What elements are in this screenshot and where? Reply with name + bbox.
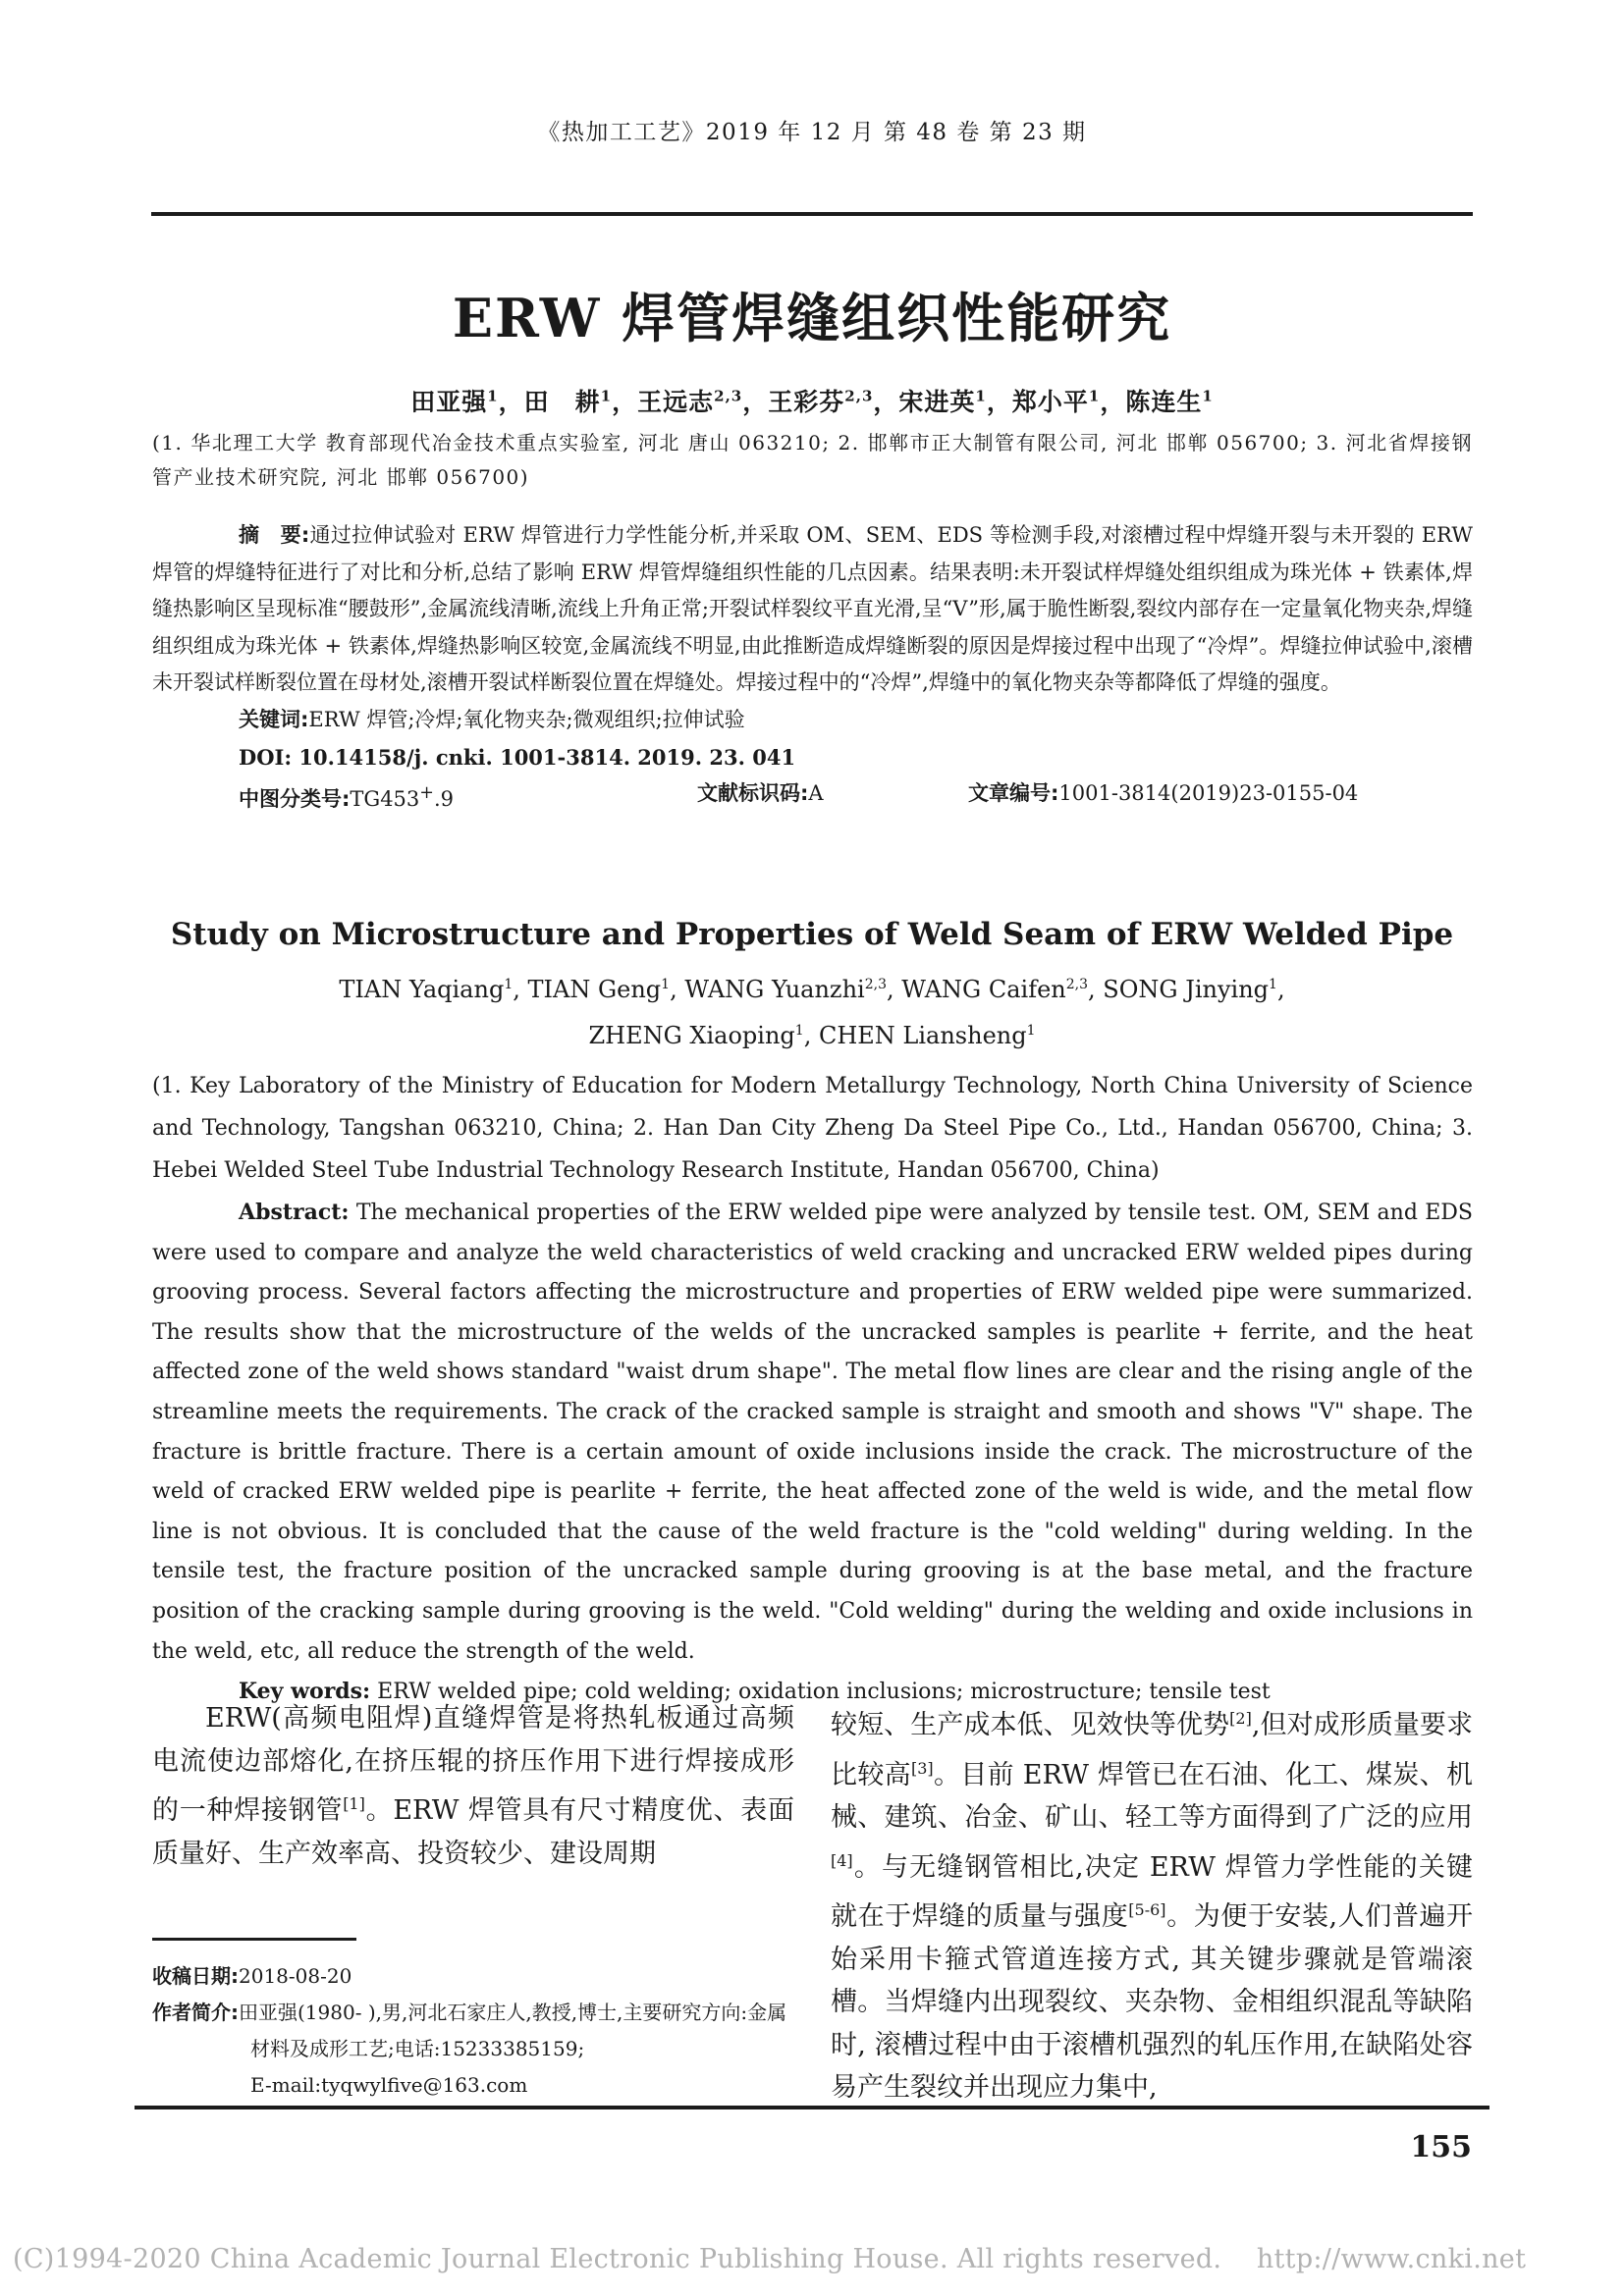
author-separator: , <box>886 976 902 1003</box>
body-text: 。目前 ERW 焊管已在石油、化工、煤炭、机械、建筑、冶金、矿山、轻工等方面得到了广泛的应用 <box>831 1759 1473 1833</box>
received-date-label: 收稿日期: <box>152 1964 239 1988</box>
author-separator: ， <box>498 388 524 416</box>
footnote <box>152 1938 794 2104</box>
clc-sup: + <box>419 783 434 804</box>
author-affil-sup: 1 <box>600 387 613 405</box>
author-cn <box>768 388 898 416</box>
author-affil-sup: 1 <box>1269 977 1277 992</box>
author-name: 田 耕 <box>523 388 601 416</box>
clc-label: 中图分类号: <box>239 787 351 812</box>
author-name: WANG Caifen <box>901 976 1066 1003</box>
author-en <box>528 976 685 1003</box>
authors-en-line1 <box>0 976 1624 1003</box>
body-text: 。为便于安装,人们普遍开始采用卡箍式管道连接方式, 其关键步骤就是管端滚槽。当焊缝内出现裂纹、夹杂物、金相组织混乱等缺陷时, 滚槽过程中由于滚槽机强烈的轧压作用,在缺陷处容易产生裂纹并出现应力集中, <box>831 1901 1473 2103</box>
document-code-value: A <box>808 781 824 806</box>
author-bio-label: 作者简介: <box>152 2001 239 2024</box>
author-cn <box>637 388 768 416</box>
author-affil-sup: 1 <box>487 387 499 405</box>
english-front-matter <box>152 1193 1473 1713</box>
front-matter <box>152 517 1473 813</box>
author-affil-sup: 2,3 <box>844 387 874 405</box>
reference-marker: [1] <box>343 1794 365 1813</box>
body-text: ,但对成形质量要求比较高 <box>831 1710 1473 1790</box>
abstract-en <box>152 1193 1473 1672</box>
author-affil-sup: 2,3 <box>1065 977 1089 992</box>
abstract-cn-text: 通过拉伸试验对 ERW 焊管进行力学性能分析,并采取 OM、SEM、EDS 等检测手段,对滚槽过程中焊缝开裂与未开裂的 ERW 焊管的焊缝特征进行了对比和分析,总结了影响 ERW 焊管焊缝组织性能的几点因素。结果表明:未开裂试样焊缝处组织组成为珠光体 + 铁素体,焊缝热影响区呈现标准“腰鼓形”,金属流线清晰,流线上升角正常;开裂试样裂纹平直光滑,呈“V”形,属于脆性断裂,裂纹内部存在一定量氧化物夹杂,焊缝组织组成为珠光体 + 铁素体,焊缝热影响区较宽,金属流线不明显,由此推断造成焊缝断裂的原因是焊接过程中出现了“冷焊”。焊缝拉伸试验中,滚槽未开裂试样断裂位置在母材处,滚槽开裂试样断裂位置在焊缝处。焊接过程中的“冷焊”,焊缝中的氧化物夹杂等都降低了焊缝的强度。 <box>152 523 1473 695</box>
paper-title-cn: ERW 焊管焊缝组织性能研究 <box>452 287 1172 349</box>
author-separator: ， <box>986 388 1012 416</box>
author-en <box>901 976 1103 1003</box>
author-en <box>684 976 901 1003</box>
keywords-en-label: Key words: <box>239 1679 371 1705</box>
author-cn <box>524 388 637 416</box>
abstract-cn <box>152 517 1473 702</box>
clc-value: TG453 <box>350 787 420 812</box>
header-rule <box>151 212 1473 216</box>
clc-tail: .9 <box>433 787 454 812</box>
copyright-notice: (C)1994-2020 China Academic Journal Electronic Publishing House. All rights reserved. http://www.cnki.net <box>13 2244 1527 2274</box>
reference-marker: [2] <box>1229 1709 1252 1728</box>
journal-header: 《热加工工艺》2019 年 12 月 第 48 卷 第 23 期 <box>537 120 1087 145</box>
author-name: 王远志 <box>637 388 715 416</box>
author-separator: , <box>1088 976 1104 1003</box>
author-affil-sup: 1 <box>975 387 987 405</box>
right-column <box>831 1697 1473 2109</box>
abstract-cn-label: 摘 要: <box>239 523 310 547</box>
author-bio <box>152 1995 794 2067</box>
author-affil-sup: 1 <box>504 977 514 992</box>
author-cn <box>1125 388 1213 416</box>
keywords-en-text: ERW welded pipe; cold welding; oxidation inclusions; microstructure; tensile test <box>370 1680 1271 1705</box>
received-date <box>152 1958 794 1995</box>
abstract-en-label: Abstract: <box>239 1200 350 1225</box>
author-name: 田亚强 <box>410 388 488 416</box>
author-separator: , <box>513 976 528 1003</box>
author-separator: ， <box>612 388 638 416</box>
affiliation-cn: (1. 华北理工大学 教育部现代冶金技术重点实验室, 河北 唐山 063210; 2. 邯郸市正大制管有限公司, 河北 邯郸 056700; 3. 河北省焊接钢管产业技术研究院, 河北 邯郸 056700) <box>152 431 1473 489</box>
author-affil-sup: 2,3 <box>864 977 887 992</box>
affiliation-en: (1. Key Laboratory of the Ministry of Education for Modern Metallurgy Technology, North China University of Science and Technology, Tangshan 063210, China; 2. Han Dan City Zheng Da Steel Pipe Co., Ltd., Handan 056700, China; 3. Hebei Welded Steel Tube Industrial Technology Research Institute, Handan 056700, China) <box>152 1074 1473 1183</box>
author-affil-sup: 1 <box>1088 387 1101 405</box>
body-text: ERW(高频电阻焊)直缝焊管是将热轧板通过高频电流使边部熔化,在挤压辊的挤压作用下进行焊接成形的一种焊接钢管 <box>152 1703 794 1826</box>
body-text: 较短、生产成本低、见效快等优势 <box>831 1710 1230 1740</box>
author-name: ZHENG Xiaoping <box>588 1022 795 1049</box>
body-columns <box>152 1697 1473 2109</box>
author-en <box>819 1022 1036 1049</box>
author-name: CHEN Liansheng <box>818 1022 1027 1049</box>
article-id <box>968 775 1358 813</box>
author-cn <box>410 388 523 416</box>
reference-marker: [4] <box>831 1850 853 1870</box>
intro-paragraph-left <box>152 1697 794 1875</box>
author-separator: ， <box>742 388 769 416</box>
article-id-label: 文章编号: <box>968 781 1059 806</box>
authors-en-line2 <box>0 1022 1624 1049</box>
author-affil-sup: 1 <box>1026 1023 1036 1039</box>
author-en <box>588 1022 819 1049</box>
author-affil-sup: 1 <box>1202 387 1214 405</box>
reference-marker: [5-6] <box>1128 1900 1166 1919</box>
author-name: 陈连生 <box>1125 388 1203 416</box>
author-affil-sup: 1 <box>794 1023 804 1039</box>
author-bio-text: 田亚强(1980- ),男,河北石家庄人,教授,博士,主要研究方向:金属材料及成形工艺;电话:15233385159; <box>239 2001 787 2060</box>
author-affil-sup: 1 <box>661 977 671 992</box>
author-affil-sup: 2,3 <box>714 387 743 405</box>
author-separator: ， <box>1100 388 1126 416</box>
classification-row <box>152 775 1473 813</box>
author-name: 王彩芬 <box>768 388 845 416</box>
document-code <box>697 775 824 813</box>
keywords-cn-text: ERW 焊管;冷焊;氧化物夹杂;微观组织;拉伸试验 <box>308 707 745 731</box>
author-cn <box>898 388 1011 416</box>
body-text: 。ERW 焊管具有尺寸精度优、表面质量好、生产效率高、投资较少、建设周期 <box>152 1795 795 1869</box>
reference-marker: [3] <box>910 1758 934 1778</box>
received-date-value: 2018-08-20 <box>239 1964 352 1988</box>
footnote-rule <box>152 1938 356 1941</box>
author-en <box>1103 976 1284 1003</box>
author-name: WANG Yuanzhi <box>684 976 865 1003</box>
author-name: SONG Jinying <box>1103 976 1270 1003</box>
authors-cn <box>0 383 1624 418</box>
keywords-cn-label: 关键词: <box>239 707 309 731</box>
author-separator: , <box>1276 976 1285 1003</box>
author-separator: , <box>670 976 685 1003</box>
author-name: 宋进英 <box>898 388 976 416</box>
keywords-cn <box>152 702 1473 739</box>
document-code-label: 文献标识码: <box>697 781 809 806</box>
article-id-value: 1001-3814(2019)23-0155-04 <box>1058 781 1359 806</box>
paper-title-en: Study on Microstructure and Properties of Weld Seam of ERW Welded Pipe <box>170 917 1454 952</box>
left-column <box>152 1697 794 2109</box>
footer-rule <box>135 2106 1489 2109</box>
author-name: TIAN Yaqiang <box>339 976 505 1003</box>
author-name: 郑小平 <box>1011 388 1089 416</box>
body-text: 。与无缝钢管相比,决定 ERW 焊管力学性能的关键就在于焊缝的质量与强度 <box>831 1851 1473 1932</box>
abstract-en-text: The mechanical properties of the ERW welded pipe were analyzed by tensile test. OM, SEM and EDS were used to compare and analyze the weld characteristics of weld cracking and uncracked ERW welded pipes during grooving process. Several factors affecting the microstructure and properties of ERW welded pipe were summarized. The results show that the microstructure of the welds of the uncracked samples is pearlite + ferrite, and the heat affected zone of the weld shows standard "waist drum shape". The metal flow lines are clear and the rising angle of the streamline meets the requirements. The crack of the cracked sample is straight and smooth and shows "V" shape. The fracture is brittle fracture. There is a certain amount of oxide inclusions inside the crack. The microstructure of the weld of cracked ERW welded pipe is pearlite + ferrite, the heat affected zone of the weld is wide, and the metal flow line is not obvious. It is concluded that the cause of the weld fracture is the "cold welding" during welding. In the tensile test, the fracture position of the uncracked sample during grooving is at the base metal, and the fracture position of the cracking sample during grooving is the weld. "Cold welding" during the welding and oxide inclusions in the weld, etc, all reduce the strength of the weld. <box>152 1201 1473 1664</box>
intro-paragraph-right <box>831 1697 1473 2109</box>
page-number: 155 <box>1410 2130 1472 2164</box>
author-separator: , <box>803 1022 819 1049</box>
author-en <box>339 976 527 1003</box>
author-email: E-mail:tyqwylfive@163.com <box>250 2073 528 2097</box>
author-separator: ， <box>873 388 899 416</box>
clc-number <box>239 775 454 819</box>
author-cn <box>1012 388 1125 416</box>
doi-line: DOI: 10.14158/j. cnki. 1001-3814. 2019. 23. 041 <box>239 744 796 770</box>
author-name: TIAN Geng <box>527 976 662 1003</box>
